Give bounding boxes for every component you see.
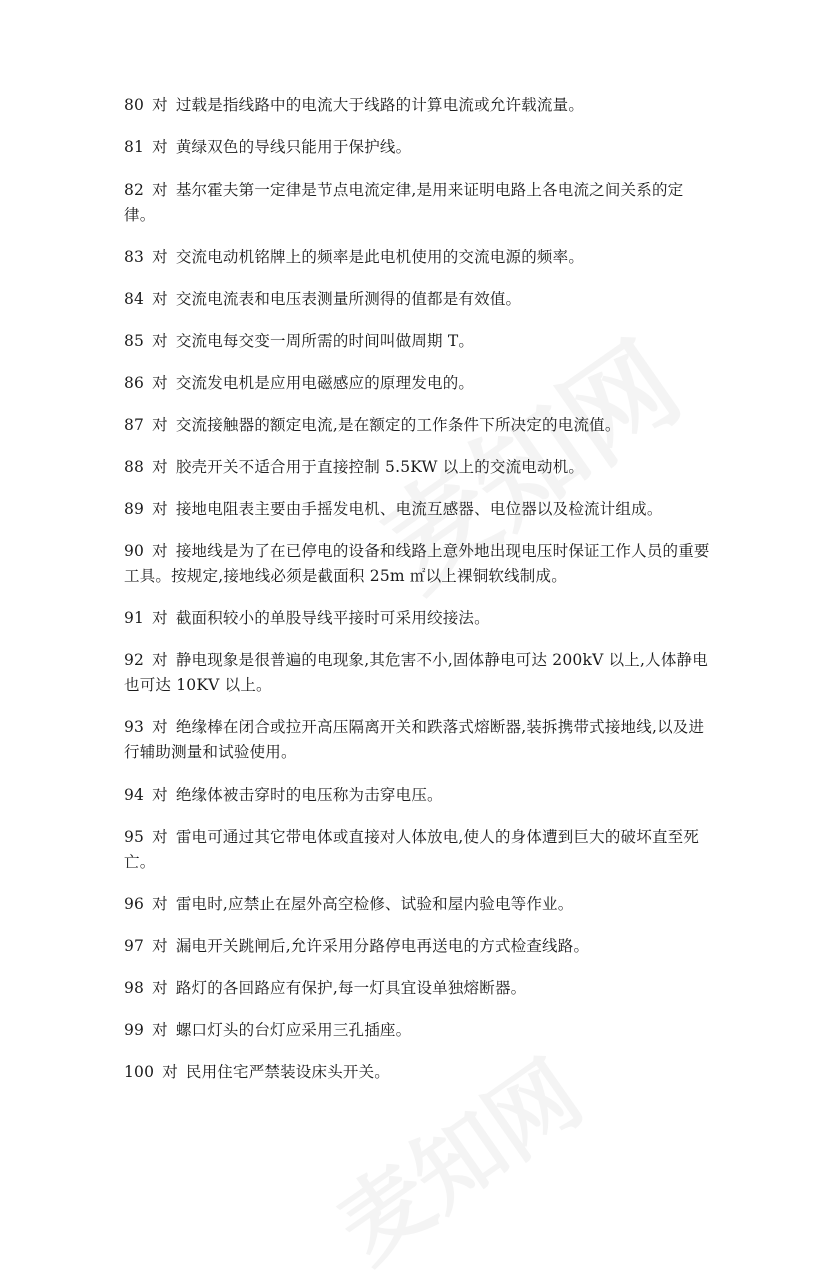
- list-item: [124, 648, 714, 698]
- item-answer: 对: [152, 458, 168, 476]
- list-item: [124, 783, 714, 808]
- item-answer: 对: [152, 181, 168, 199]
- list-item: [124, 135, 714, 160]
- list-item: [124, 825, 714, 875]
- item-number: 96: [124, 895, 145, 913]
- item-text: 接地电阻表主要由手摇发电机、电流互感器、电位器以及检流计组成。: [175, 500, 663, 518]
- item-answer: 对: [152, 828, 168, 846]
- item-text: 过载是指线路中的电流大于线路的计算电流或允许载流量。: [175, 96, 585, 114]
- list-item: [124, 455, 714, 480]
- list-item: [124, 93, 714, 118]
- item-text: 漏电开关跳闸后,允许采用分路停电再送电的方式检查线路。: [175, 937, 590, 955]
- item-text: 胶壳开关不适合用于直接控制 5.5KW 以上的交流电动机。: [175, 458, 585, 476]
- item-answer: 对: [152, 96, 168, 114]
- item-number: 94: [124, 786, 145, 804]
- item-text: 交流电动机铭牌上的频率是此电机使用的交流电源的频率。: [175, 248, 585, 266]
- item-answer: 对: [152, 609, 168, 627]
- list-item: [124, 892, 714, 917]
- item-answer: 对: [152, 332, 168, 350]
- list-item: [124, 976, 714, 1001]
- item-answer: 对: [152, 651, 168, 669]
- item-text: 绝缘棒在闭合或拉开高压隔离开关和跌落式熔断器,装拆携带式接地线,以及进行辅助测量和试验使用。: [124, 718, 705, 761]
- list-item: [124, 178, 714, 228]
- list-item: [124, 329, 714, 354]
- item-number: 92: [124, 651, 145, 669]
- item-text: 交流发电机是应用电磁感应的原理发电的。: [175, 374, 475, 392]
- item-number: 86: [124, 374, 145, 392]
- item-answer: 对: [152, 979, 168, 997]
- list-item: [124, 1060, 714, 1085]
- item-number: 89: [124, 500, 145, 518]
- item-answer: 对: [152, 290, 168, 308]
- item-answer: 对: [152, 248, 168, 266]
- item-number: 100: [124, 1063, 155, 1081]
- item-number: 83: [124, 248, 145, 266]
- item-answer: 对: [152, 138, 168, 156]
- item-answer: 对: [162, 1063, 178, 1081]
- list-item: [124, 1018, 714, 1043]
- item-text: 静电现象是很普遍的电现象,其危害不小,固体静电可达 200kV 以上,人体静电也可达 10KV 以上。: [124, 651, 708, 694]
- item-answer: 对: [152, 374, 168, 392]
- list-item: [124, 371, 714, 396]
- item-answer: 对: [152, 786, 168, 804]
- item-answer: 对: [152, 937, 168, 955]
- item-answer: 对: [152, 542, 168, 560]
- item-number: 84: [124, 290, 145, 308]
- list-item: [124, 497, 714, 522]
- item-text: 雷电可通过其它带电体或直接对人体放电,使人的身体遭到巨大的破坏直至死亡。: [124, 828, 700, 871]
- list-item: [124, 539, 714, 589]
- item-number: 93: [124, 718, 145, 736]
- item-number: 99: [124, 1021, 145, 1039]
- item-number: 98: [124, 979, 145, 997]
- item-text: 基尔霍夫第一定律是节点电流定律,是用来证明电路上各电流之间关系的定律。: [124, 181, 684, 224]
- item-text: 黄绿双色的导线只能用于保护线。: [175, 138, 412, 156]
- item-number: 87: [124, 416, 145, 434]
- item-number: 97: [124, 937, 145, 955]
- item-answer: 对: [152, 1021, 168, 1039]
- list-item: [124, 287, 714, 312]
- item-text: 接地线是为了在已停电的设备和线路上意外地出现电压时保证工作人员的重要工具。按规定,接地线必须是截面积 25m ㎡以上裸铜软线制成。: [124, 542, 710, 585]
- item-text: 交流电流表和电压表测量所测得的值都是有效值。: [175, 290, 522, 308]
- item-number: 85: [124, 332, 145, 350]
- item-text: 交流接触器的额定电流,是在额定的工作条件下所决定的电流值。: [175, 416, 621, 434]
- item-text: 民用住宅严禁装设床头开关。: [185, 1063, 390, 1081]
- list-item: [124, 413, 714, 438]
- item-number: 90: [124, 542, 145, 560]
- list-item: [124, 715, 714, 765]
- item-number: 81: [124, 138, 145, 156]
- item-text: 交流电每交变一周所需的时间叫做周期 T。: [175, 332, 475, 350]
- item-answer: 对: [152, 416, 168, 434]
- item-text: 雷电时,应禁止在屋外高空检修、试验和屋内验电等作业。: [175, 895, 574, 913]
- item-text: 螺口灯头的台灯应采用三孔插座。: [175, 1021, 412, 1039]
- item-number: 88: [124, 458, 145, 476]
- item-answer: 对: [152, 500, 168, 518]
- item-number: 82: [124, 181, 145, 199]
- list-item: [124, 934, 714, 959]
- item-number: 91: [124, 609, 145, 627]
- item-number: 80: [124, 96, 145, 114]
- item-answer: 对: [152, 718, 168, 736]
- list-item: [124, 245, 714, 270]
- item-text: 绝缘体被击穿时的电压称为击穿电压。: [175, 786, 443, 804]
- item-text: 路灯的各回路应有保护,每一灯具宜设单独熔断器。: [175, 979, 527, 997]
- list-item: [124, 606, 714, 631]
- item-number: 95: [124, 828, 145, 846]
- item-text: 截面积较小的单股导线平接时可采用绞接法。: [175, 609, 490, 627]
- item-answer: 对: [152, 895, 168, 913]
